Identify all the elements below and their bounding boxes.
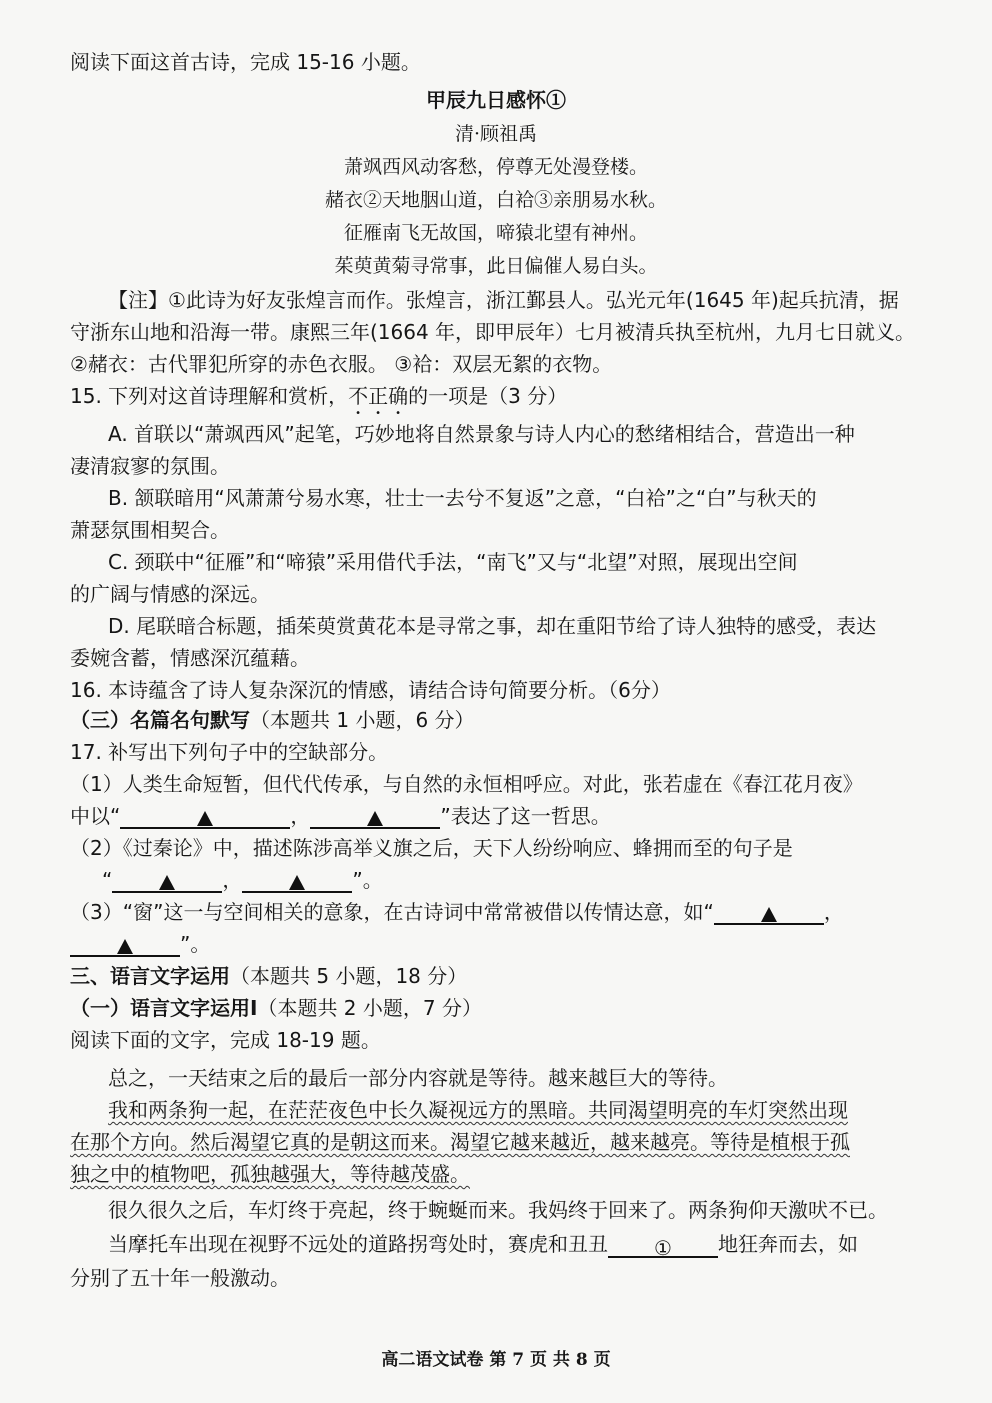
question-15-stem (70, 382, 930, 419)
blank-number: ① (654, 1236, 672, 1260)
page-footer: 高二语文试卷 第 7 页 共 8 页 (381, 1350, 611, 1370)
poem-intro: 阅读下面这首古诗，完成 15-16 小题。 (70, 50, 421, 74)
part-3-heading-bold: 三、语言文字运用 (70, 964, 230, 988)
underlined-text: 在那个方向。然后渴望它真的是朝这而来。渴望它越来越近，越来越亮。等待是植根于孤 (70, 1130, 850, 1154)
item-3-text: （3）“窗”这一与空间相关的意象，在古诗词中常常被借以传情达意，如“ (70, 900, 714, 924)
section-heading-rest: （本题共 1 小题，6 分） (250, 708, 475, 732)
question-17-stem: 17. 补写出下列句子中的空缺部分。 (70, 740, 389, 764)
q15-option-c-cont: 的广阔与情感的深远。 (70, 582, 270, 606)
poem-title: 甲辰九日感怀① (426, 88, 566, 112)
answer-blank[interactable] (242, 869, 352, 893)
part-3-heading-rest: （本题共 5 小题，18 分） (230, 964, 468, 988)
answer-blank[interactable] (120, 805, 290, 829)
item-3-tail: ”。 (180, 932, 211, 956)
quote-open: 中以“ (70, 804, 121, 828)
poem-line: 赭衣②天地胭山道，白袷③亲朋易水秋。 (324, 189, 667, 211)
q17-item-2: （2）《过秦论》中，描述陈涉高举义旗之后，天下人纷纷响应、蜂拥而至的句子是 (70, 836, 793, 860)
q15-emphasis: 不正确 (348, 384, 409, 408)
quote-open: “ (102, 868, 113, 892)
passage-paragraph: 总之，一天结束之后的最后一部分内容就是等待。越来越巨大的等待。 (108, 1066, 728, 1090)
section-heading-bold: （三）名篇名句默写 (70, 708, 250, 732)
comma: ， (823, 900, 844, 924)
poem-line: 茱萸黄菊寻常事，此日偏催人易白头。 (334, 255, 658, 277)
passage-text: 地狂奔而去，如 (718, 1232, 858, 1256)
answer-blank[interactable] (714, 901, 824, 925)
poem-author: 清·顾祖禹 (454, 123, 538, 145)
answer-blank[interactable] (608, 1234, 718, 1258)
section-heading-recitation (70, 706, 930, 734)
part-3-heading (70, 962, 930, 990)
note-line: 守浙东山地和沿海一带。康熙三年(1664 年，即甲辰年）七月被清兵执至杭州，九月七日就义。 (70, 320, 916, 344)
comma: ， (290, 804, 311, 828)
q15-option-c: C. 颈联中“征雁”和“啼猿”采用借代手法，“南飞”又与“北望”对照，展现出空间 (108, 550, 798, 574)
note-line: ②赭衣：古代罪犯所穿的赤色衣服。 ③袷：双层无絮的衣物。 (70, 352, 613, 376)
poem-line: 萧飒西风动客愁，停尊无处漫登楼。 (343, 156, 648, 178)
q17-item-1-blanks (70, 802, 930, 830)
q15-option-b: B. 颔联暗用“风萧萧兮易水寒，壮士一去兮不复返”之意，“白袷”之“白”与秋天的 (108, 486, 817, 510)
part-3-subheading-bold: （一）语言文字运用Ⅰ (70, 996, 258, 1020)
underlined-text: 我和两条狗一起，在茫茫夜色中长久凝视远方的黑暗。共同渴望明亮的车灯突然出现 (108, 1098, 848, 1122)
underlined-text: 独之中的植物吧，孤独越强大，等待越茂盛。 (70, 1162, 470, 1186)
q15-option-a: A. 首联以“萧飒西风”起笔，巧妙地将自然景象与诗人内心的愁绪相结合，营造出一种 (108, 422, 855, 446)
triangle-icon (367, 811, 383, 826)
triangle-icon (197, 811, 213, 826)
poem-line: 征雁南飞无故国，啼猿北望有神州。 (343, 222, 648, 244)
q15-option-b-cont: 萧瑟氛围相契合。 (70, 518, 230, 542)
question-16: 16. 本诗蕴含了诗人复杂深沉的情感，请结合诗句简要分析。（6分） (70, 678, 671, 702)
q15-option-d-cont: 委婉含蓄，情感深沉蕴藉。 (70, 646, 310, 670)
triangle-icon (289, 875, 305, 890)
comma: ， (222, 868, 243, 892)
triangle-icon (117, 939, 133, 954)
q17-item-3 (70, 898, 930, 926)
item-1-tail: ”表达了这一哲思。 (440, 804, 611, 828)
triangle-icon (761, 907, 777, 922)
q15-stem-post: 的一项是（3 分） (408, 384, 568, 408)
q17-item-3-cont (70, 930, 930, 958)
item-2-tail: ”。 (352, 868, 383, 892)
triangle-icon (159, 875, 175, 890)
passage-paragraph: 分别了五十年一般激动。 (70, 1266, 290, 1290)
reading-intro: 阅读下面的文字，完成 18-19 题。 (70, 1028, 381, 1052)
passage-text: 当摩托车出现在视野不远处的道路拐弯处时，赛虎和丑丑 (108, 1232, 608, 1256)
q15-stem-pre: 15. 下列对这首诗理解和赏析， (70, 384, 349, 408)
q17-item-1: （1）人类生命短暂，但代代传承，与自然的永恒相呼应。对此，张若虚在《春江花月夜》 (70, 772, 863, 796)
passage-underlined-line (70, 1160, 930, 1188)
q15-option-a-cont: 凄清寂寥的氛围。 (70, 454, 230, 478)
passage-paragraph (108, 1230, 930, 1258)
answer-blank[interactable] (112, 869, 222, 893)
answer-blank[interactable] (70, 933, 180, 957)
note-line: 【注】①此诗为好友张煌言而作。张煌言，浙江鄞县人。弘光元年(1645 年)起兵抗清，据 (108, 288, 899, 312)
passage-underlined-line (108, 1096, 930, 1124)
passage-underlined-line (70, 1128, 930, 1156)
q15-option-d: D. 尾联暗合标题，插茱萸赏黄花本是寻常之事，却在重阳节给了诗人独特的感受，表达 (108, 614, 877, 638)
part-3-subheading-rest: （本题共 2 小题，7 分） (257, 996, 482, 1020)
passage-paragraph: 很久很久之后，车灯终于亮起，终于蜿蜒而来。我妈终于回来了。两条狗仰天激吠不已。 (108, 1198, 888, 1222)
answer-blank[interactable] (310, 805, 440, 829)
part-3-subheading (70, 994, 930, 1022)
q17-item-2-blanks (102, 866, 962, 894)
